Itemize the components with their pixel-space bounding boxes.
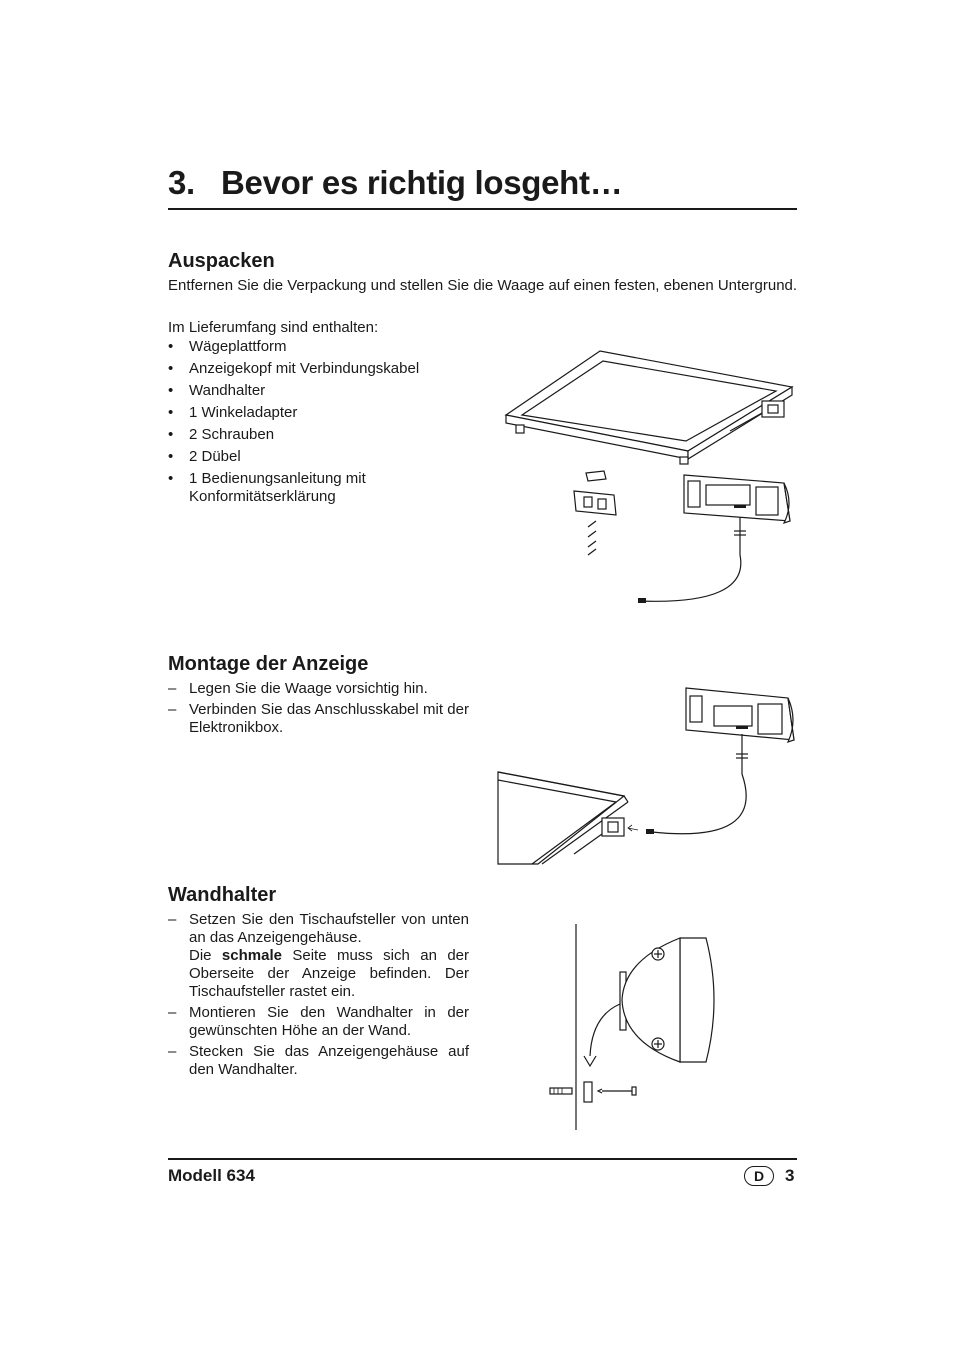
angle-adapter-drawing	[586, 471, 606, 481]
mount-arrow-drawing	[584, 1004, 620, 1066]
dash-marker: –	[168, 680, 177, 697]
page-title	[168, 164, 622, 202]
dash-marker: –	[168, 1004, 177, 1021]
section-number: 3.	[168, 164, 195, 201]
connection-cable-drawing	[638, 517, 746, 603]
auspacken-scope-label: Im Lieferumfang sind enthalten:	[168, 319, 379, 336]
display-head-drawing	[686, 688, 794, 742]
list-item: – Legen Sie die Waage vorsichtig hin.	[168, 680, 428, 697]
list-item: – Setzen Sie den Tischaufsteller von unten an das Anzeigengehäuse. Die schmale Seite muss sich an der Oberseite der Anzeige befinden. Der Tischaufsteller rastet ein.	[168, 911, 470, 1000]
section-title: Bevor es richtig losgeht…	[221, 164, 623, 201]
display-head-drawing	[684, 475, 790, 523]
dash-marker: –	[168, 911, 177, 928]
scale-platform-drawing	[506, 351, 792, 464]
footer-model: Modell 634	[168, 1166, 255, 1185]
heading-montage: Montage der Anzeige	[168, 653, 369, 675]
language-badge: D	[744, 1166, 774, 1186]
bullet-marker: •	[168, 338, 174, 355]
display-side-drawing	[620, 938, 714, 1062]
connection-cable-drawing	[628, 734, 748, 834]
wall-bracket-drawing	[574, 491, 616, 515]
bullet-marker: •	[168, 426, 174, 443]
list-item: • 1 Bedienungsanleitung mit Konformitätserklärung	[168, 470, 366, 505]
screws-dowels-drawing	[588, 521, 596, 555]
montage-steps	[168, 680, 469, 740]
dash-marker: –	[168, 1043, 177, 1060]
dowel-screw-drawing	[550, 1087, 636, 1095]
wall-mount-illustration	[540, 920, 730, 1132]
display-connection-illustration	[496, 684, 800, 866]
page-number: 3	[785, 1166, 795, 1185]
list-item: • Wandhalter	[168, 382, 266, 399]
title-rule	[168, 208, 797, 210]
bullet-marker: •	[168, 470, 174, 487]
list-item: • Wägeplattform	[168, 338, 287, 355]
heading-auspacken: Auspacken	[168, 250, 275, 272]
emphasis-text: schmale	[221, 947, 282, 964]
list-item: • 2 Dübel	[168, 448, 241, 465]
bullet-marker: •	[168, 360, 174, 377]
list-item: – Stecken Sie das Anzeigengehäuse auf den Wandhalter.	[168, 1043, 469, 1078]
delivery-contents-illustration	[500, 345, 800, 610]
bullet-marker: •	[168, 448, 174, 465]
bullet-marker: •	[168, 382, 174, 399]
delivery-list	[168, 338, 468, 510]
footer-rule	[168, 1158, 797, 1160]
heading-wandhalter: Wandhalter	[168, 884, 277, 906]
wandhalter-steps	[168, 911, 469, 1082]
list-item: • Anzeigekopf mit Verbindungskabel	[168, 360, 420, 377]
bullet-marker: •	[168, 404, 174, 421]
list-item: • 1 Winkeladapter	[168, 404, 298, 421]
auspacken-intro: Entfernen Sie die Verpackung und stellen Sie die Waage auf einen festen, ebenen Untergrund.	[168, 277, 798, 294]
platform-corner-drawing	[498, 772, 628, 864]
dash-marker: –	[168, 701, 177, 718]
list-item: – Verbinden Sie das Anschlusskabel mit der Elektronikbox.	[168, 701, 469, 736]
list-item: • 2 Schrauben	[168, 426, 275, 443]
list-item: – Montieren Sie den Wandhalter in der gewünschten Höhe an der Wand.	[168, 1004, 469, 1039]
wall-bracket-drawing	[584, 1082, 592, 1102]
